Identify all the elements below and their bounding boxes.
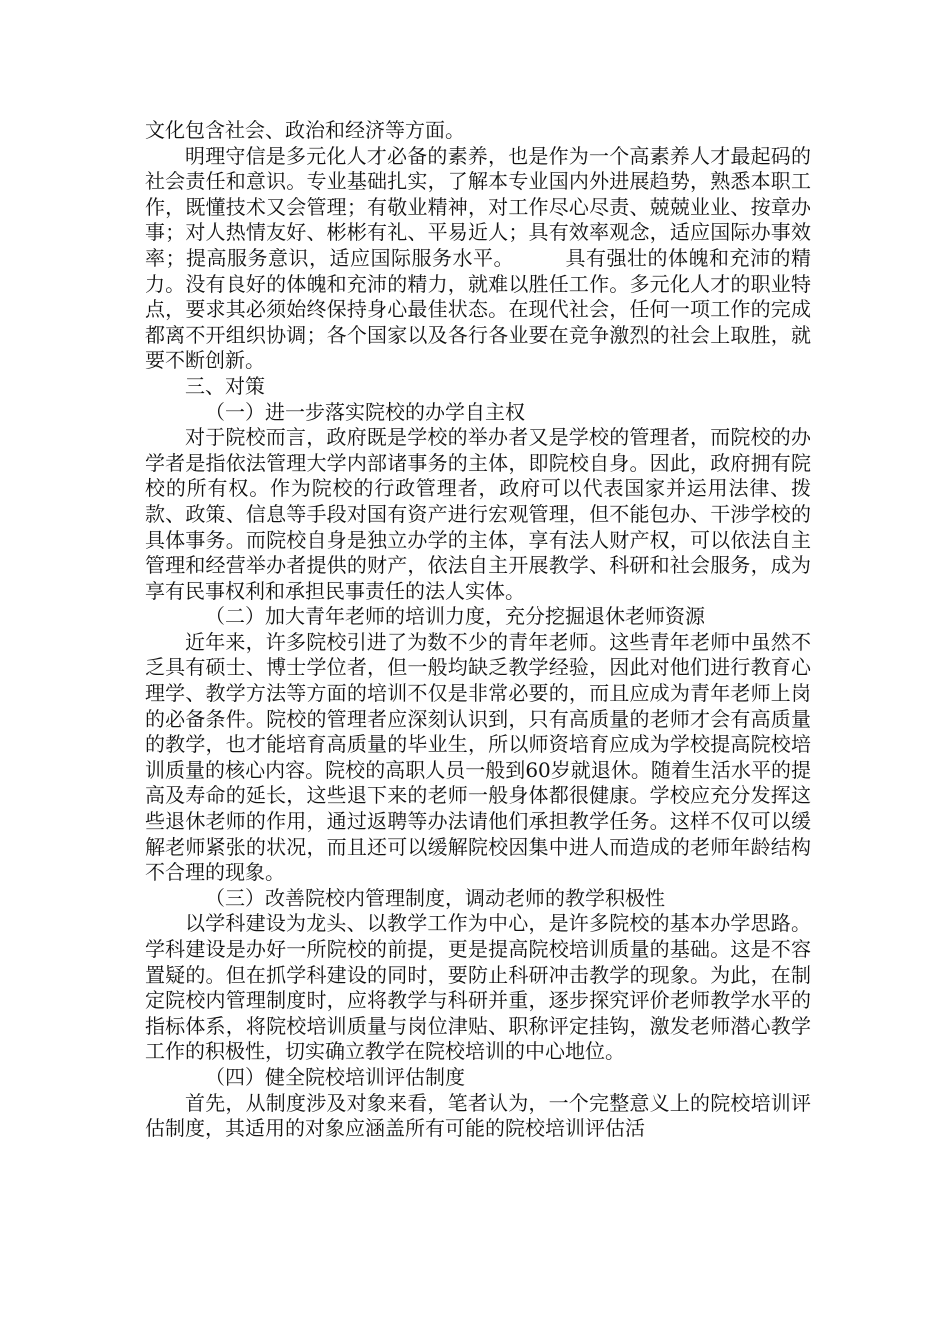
subheading-autonomy: （一）进一步落实院校的办学自主权 xyxy=(205,399,525,424)
subheading-evaluation-system: （四）健全院校培训评估制度 xyxy=(205,1064,465,1089)
paragraph-talent-qualities: 明理守信是多元化人才必备的素养，也是作为一个高素养人才最起码的社会责任和意识。专业基础扎实，了解本专业国内外进展趋势，熟悉本职工作，既懂技术又会管理；有敬业精神，对工作尽心尽责、兢兢业业、按章办事；对人热情友好、彬彬有礼、平易近人；具有效率观念，适应国际办事效率；提高服务意识，适应国际服务水平。 具有强壮的体魄和充沛的精力。没有良好的体魄和充沛的精力，就难以胜任工作。多元化人才的职业特点，要求其必须始终保持身心最佳状态。在现代社会，任何一项工作的完成都离不开组织协调；各个国家以及各行各业要在竞争激烈的社会上取胜，就要不断创新。 xyxy=(145,143,811,373)
paragraph-intro-tail: 文化包含社会、政治和经济等方面。 xyxy=(145,118,465,142)
subheading-young-teachers: （二）加大青年老师的培训力度，充分挖掘退休老师资源 xyxy=(205,604,705,629)
subheading-management-system: （三）改善院校内管理制度，调动老师的教学积极性 xyxy=(205,885,665,910)
paragraph-autonomy: 对于院校而言，政府既是学校的举办者又是学校的管理者，而院校的办学者是指依法管理大学内部诸事务的主体，即院校自身。因此，政府拥有院校的所有权。作为院校的行政管理者，政府可以代表国家并运用法律、拨款、政策、信息等手段对国有资产进行宏观管理，但不能包办、干涉学校的具体事务。而院校自身是独立办学的主体，享有法人财产权，可以依法自主管理和经营举办者提供的财产，依法自主开展教学、科研和社会服务，成为享有民事权利和承担民事责任的法人实体。 xyxy=(145,425,811,603)
section-heading-countermeasures: 三、对策 xyxy=(185,373,265,398)
paragraph-evaluation-system: 首先，从制度涉及对象来看，笔者认为，一个完整意义上的院校培训评估制度，其适用的对象应涵盖所有可能的院校培训评估活 xyxy=(145,1090,811,1141)
paragraph-management-system: 以学科建设为龙头、以教学工作为中心，是许多院校的基本办学思路。学科建设是办好一所院校的前提，更是提高院校培训质量的基础。这是不容置疑的。但在抓学科建设的同时，要防止科研冲击教学的现象。为此，在制定院校内管理制度时，应将教学与科研并重，逐步探究评价老师教学水平的指标体系，将院校培训质量与岗位津贴、职称评定挂钩，激发老师潜心教学工作的积极性，切实确立教学在院校培训的中心地位。 xyxy=(145,911,811,1064)
paragraph-young-teachers: 近年来，许多院校引进了为数不少的青年老师。这些青年老师中虽然不乏具有硕士、博士学位者，但一般均缺乏教学经验，因此对他们进行教育心理学、教学方法等方面的培训不仅是非常必要的，而且应成为青年老师上岗的必备条件。院校的管理者应深刻认识到，只有高质量的老师才会有高质量的教学，也才能培育高质量的毕业生，所以师资培育应成为学校提高院校培训质量的核心内容。院校的高职人员一般到60岁就退休。随着生活水平的提高及寿命的延长，这些退下来的老师一般身体都很健康。学校应充分发挥这些退休老师的作用，通过返聘等办法请他们承担教学任务。这样不仅可以缓解老师紧张的状况，而且还可以缓解院校因集中进人而造成的老师年龄结构不合理的现象。 xyxy=(145,629,811,885)
document-body xyxy=(145,118,811,1142)
